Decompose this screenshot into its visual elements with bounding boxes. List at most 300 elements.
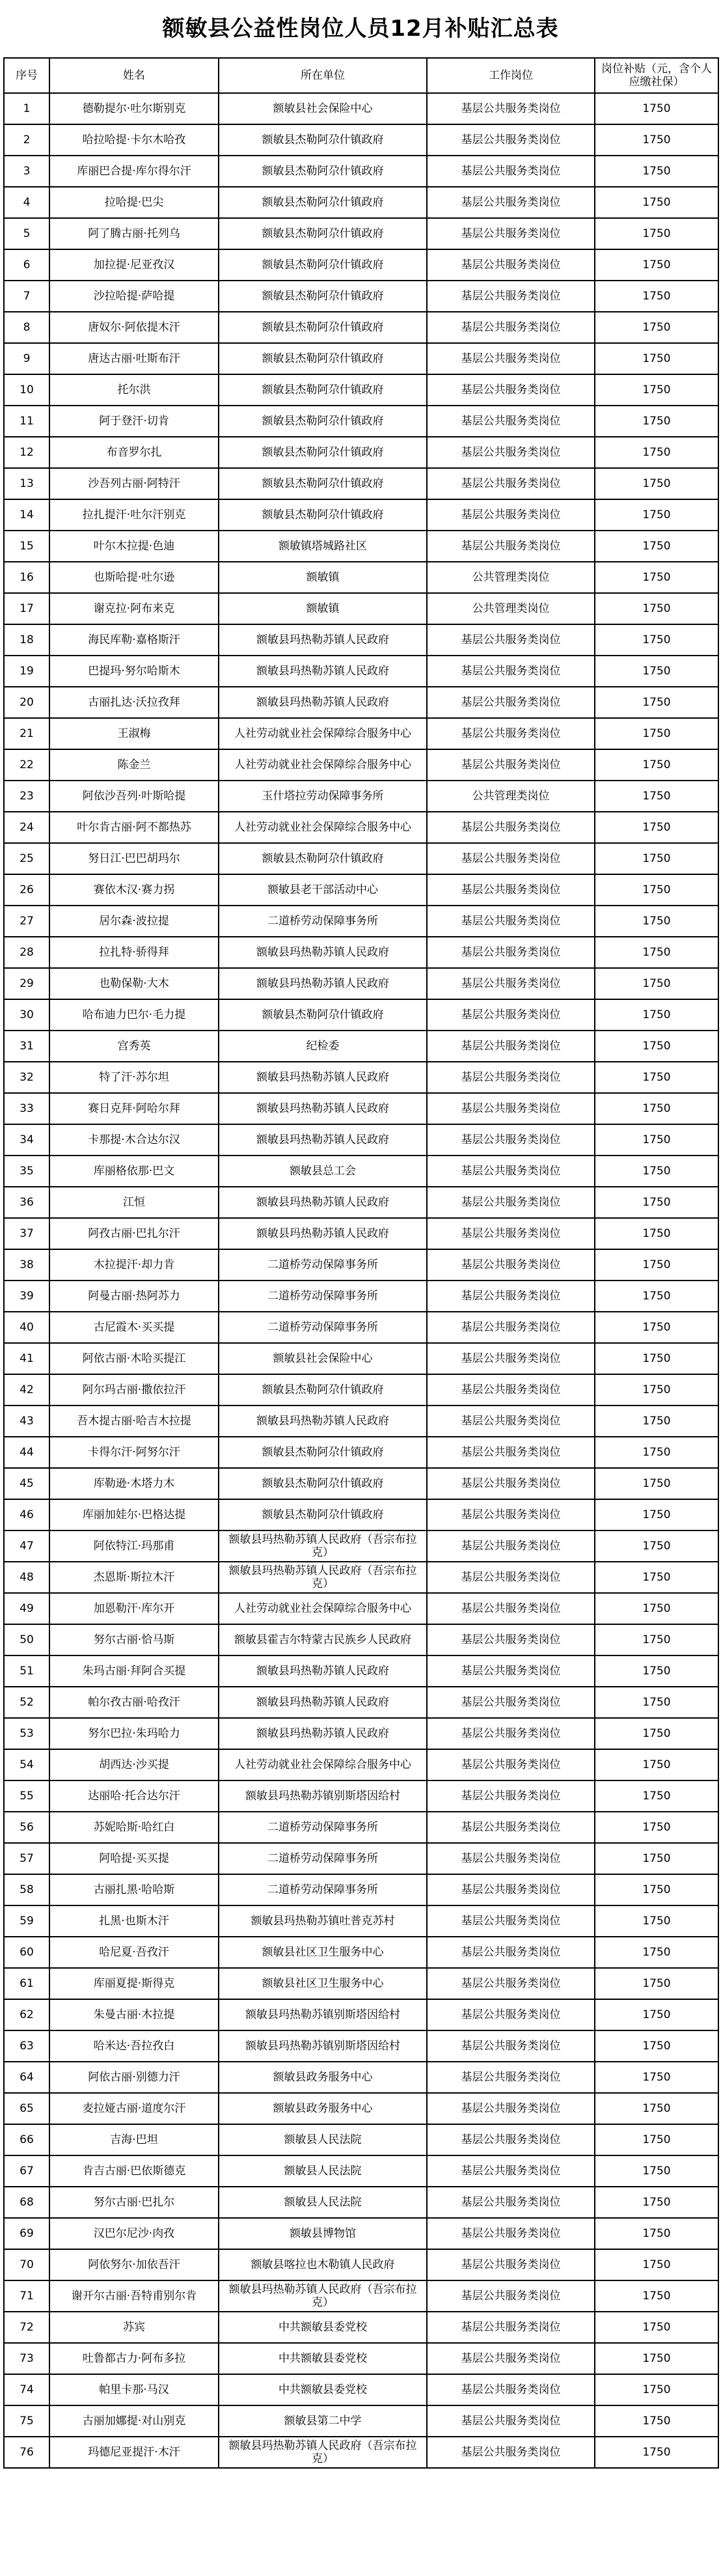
cell-unit: 额敏县杰勒阿尕什镇政府 (219, 437, 427, 468)
cell-subsidy: 1750 (595, 2312, 718, 2343)
cell-unit: 人社劳动就业社会保障综合服务中心 (219, 1749, 427, 1780)
cell-index: 17 (4, 593, 49, 624)
cell-index: 35 (4, 1156, 49, 1187)
cell-index: 1 (4, 93, 49, 124)
cell-unit: 额敏县第二中学 (219, 2405, 427, 2437)
table-row (4, 2124, 718, 2155)
cell-subsidy: 1750 (595, 2187, 718, 2218)
cell-unit: 额敏县总工会 (219, 1156, 427, 1187)
cell-position: 基层公共服务类岗位 (427, 1624, 595, 1655)
table-row (4, 1937, 718, 1968)
cell-index: 14 (4, 499, 49, 531)
cell-unit: 额敏县玛热勒苏镇别斯塔因给村 (219, 2030, 427, 2062)
cell-subsidy: 1750 (595, 374, 718, 406)
cell-index: 71 (4, 2280, 49, 2312)
cell-subsidy: 1750 (595, 2249, 718, 2280)
cell-unit: 额敏县玛热勒苏镇人民政府 (219, 1218, 427, 1249)
cell-position: 基层公共服务类岗位 (427, 1905, 595, 1937)
cell-index: 67 (4, 2155, 49, 2187)
cell-name: 阿依努尔·加依吾汗 (49, 2249, 219, 2280)
cell-subsidy: 1750 (595, 2030, 718, 2062)
cell-unit: 额敏县玛热勒苏镇别斯塔因给村 (219, 1999, 427, 2030)
table-row (4, 1749, 718, 1780)
cell-unit: 额敏县杰勒阿尕什镇政府 (219, 1374, 427, 1406)
cell-name: 阿依沙吾列·叶斯哈提 (49, 781, 219, 812)
cell-position: 基层公共服务类岗位 (427, 1437, 595, 1468)
cell-index: 48 (4, 1562, 49, 1593)
table-row (4, 906, 718, 937)
cell-subsidy: 1750 (595, 1124, 718, 1156)
table-row (4, 1281, 718, 1312)
cell-subsidy: 1750 (595, 218, 718, 249)
cell-index: 58 (4, 1874, 49, 1905)
cell-index: 27 (4, 906, 49, 937)
table-row (4, 749, 718, 781)
cell-name: 哈尼夏·吾孜汗 (49, 1937, 219, 1968)
cell-position: 基层公共服务类岗位 (427, 1343, 595, 1374)
cell-unit: 额敏县玛热勒苏镇吐普克苏村 (219, 1905, 427, 1937)
cell-subsidy: 1750 (595, 999, 718, 1031)
table-row (4, 1499, 718, 1530)
cell-position: 基层公共服务类岗位 (427, 1780, 595, 1812)
cell-subsidy: 1750 (595, 2062, 718, 2093)
cell-unit: 额敏县杰勒阿尕什镇政府 (219, 1468, 427, 1499)
cell-unit: 额敏县杰勒阿尕什镇政府 (219, 249, 427, 281)
cell-name: 朱曼古丽·木拉提 (49, 1999, 219, 2030)
cell-unit: 额敏县玛热勒苏镇人民政府 (219, 1718, 427, 1749)
table-row (4, 1812, 718, 1843)
table-row (4, 2155, 718, 2187)
cell-name: 拉扎特·骄得拜 (49, 937, 219, 968)
cell-position: 基层公共服务类岗位 (427, 2124, 595, 2155)
table-row (4, 2280, 718, 2312)
cell-subsidy: 1750 (595, 499, 718, 531)
cell-unit: 二道桥劳动保障事务所 (219, 1843, 427, 1874)
table-row (4, 1093, 718, 1124)
cell-name: 谢开尔古丽·吾特甫别尔肯 (49, 2280, 219, 2312)
cell-subsidy: 1750 (595, 1624, 718, 1655)
cell-name: 库丽格依那·巴文 (49, 1156, 219, 1187)
cell-position: 基层公共服务类岗位 (427, 1499, 595, 1530)
table-row (4, 156, 718, 187)
table-row (4, 2187, 718, 2218)
cell-subsidy: 1750 (595, 1905, 718, 1937)
cell-position: 基层公共服务类岗位 (427, 2093, 595, 2124)
cell-subsidy: 1750 (595, 687, 718, 718)
cell-name: 阿哈提·买买提 (49, 1843, 219, 1874)
cell-index: 10 (4, 374, 49, 406)
cell-unit: 中共额敏县委党校 (219, 2374, 427, 2405)
cell-unit: 二道桥劳动保障事务所 (219, 1812, 427, 1843)
cell-index: 7 (4, 281, 49, 312)
cell-name: 吐鲁都古力·阿布多拉 (49, 2343, 219, 2374)
table-row (4, 468, 718, 499)
cell-position: 基层公共服务类岗位 (427, 281, 595, 312)
cell-subsidy: 1750 (595, 2374, 718, 2405)
cell-unit: 中共额敏县委党校 (219, 2312, 427, 2343)
cell-subsidy: 1750 (595, 1999, 718, 2030)
cell-name: 麦拉娅古丽·道度尔汗 (49, 2093, 219, 2124)
cell-name: 苏宾 (49, 2312, 219, 2343)
cell-name: 赛日克拜·阿哈尔拜 (49, 1093, 219, 1124)
cell-subsidy: 1750 (595, 187, 718, 218)
table-row (4, 249, 718, 281)
cell-subsidy: 1750 (595, 562, 718, 593)
cell-name: 阿尔玛古丽·撒依拉汗 (49, 1374, 219, 1406)
cell-index: 46 (4, 1499, 49, 1530)
cell-name: 赛依木汉·赛力拐 (49, 874, 219, 906)
cell-subsidy: 1750 (595, 1749, 718, 1780)
cell-subsidy: 1750 (595, 1437, 718, 1468)
cell-unit: 二道桥劳动保障事务所 (219, 1874, 427, 1905)
table-row (4, 874, 718, 906)
table-row (4, 406, 718, 437)
table-row (4, 1124, 718, 1156)
cell-unit: 额敏县喀拉也木勒镇人民政府 (219, 2249, 427, 2280)
cell-name: 努尔古丽·恰马斯 (49, 1624, 219, 1655)
cell-unit: 额敏县杰勒阿尕什镇政府 (219, 312, 427, 343)
cell-index: 18 (4, 624, 49, 656)
cell-unit: 额敏县政务服务中心 (219, 2093, 427, 2124)
cell-name: 沙吾列古丽·阿特汗 (49, 468, 219, 499)
cell-index: 23 (4, 781, 49, 812)
cell-name: 胡西达·沙买提 (49, 1749, 219, 1780)
cell-name: 哈米达·吾拉孜白 (49, 2030, 219, 2062)
cell-index: 28 (4, 937, 49, 968)
cell-position: 基层公共服务类岗位 (427, 1093, 595, 1124)
cell-subsidy: 1750 (595, 437, 718, 468)
cell-unit: 人社劳动就业社会保障综合服务中心 (219, 749, 427, 781)
cell-position: 基层公共服务类岗位 (427, 499, 595, 531)
cell-name: 苏妮哈斯·哈红白 (49, 1812, 219, 1843)
cell-subsidy: 1750 (595, 343, 718, 374)
cell-index: 63 (4, 2030, 49, 2062)
cell-name: 阿于登汗·切肯 (49, 406, 219, 437)
cell-name: 库丽加娃尔·巴格达提 (49, 1499, 219, 1530)
cell-position: 基层公共服务类岗位 (427, 687, 595, 718)
cell-name: 吾木提古丽·哈吉木拉提 (49, 1406, 219, 1437)
cell-name: 卡得尔汗·阿努尔汗 (49, 1437, 219, 1468)
cell-subsidy: 1750 (595, 749, 718, 781)
table-row (4, 1343, 718, 1374)
cell-subsidy: 1750 (595, 1093, 718, 1124)
cell-name: 陈金兰 (49, 749, 219, 781)
cell-unit: 额敏县杰勒阿尕什镇政府 (219, 218, 427, 249)
cell-unit: 额敏镇 (219, 562, 427, 593)
cell-name: 布音罗尔扎 (49, 437, 219, 468)
cell-index: 60 (4, 1937, 49, 1968)
cell-subsidy: 1750 (595, 1530, 718, 1562)
cell-subsidy: 1750 (595, 906, 718, 937)
table-header-row (4, 58, 718, 93)
cell-position: 基层公共服务类岗位 (427, 1156, 595, 1187)
cell-unit: 额敏县霍吉尔特蒙古民族乡人民政府 (219, 1624, 427, 1655)
table-row (4, 2343, 718, 2374)
cell-subsidy: 1750 (595, 1687, 718, 1718)
cell-subsidy: 1750 (595, 1281, 718, 1312)
cell-subsidy: 1750 (595, 156, 718, 187)
cell-index: 30 (4, 999, 49, 1031)
table-row (4, 93, 718, 124)
cell-subsidy: 1750 (595, 249, 718, 281)
cell-index: 11 (4, 406, 49, 437)
cell-subsidy: 1750 (595, 937, 718, 968)
cell-index: 51 (4, 1655, 49, 1687)
cell-position: 基层公共服务类岗位 (427, 1655, 595, 1687)
cell-subsidy: 1750 (595, 1218, 718, 1249)
cell-unit: 额敏县杰勒阿尕什镇政府 (219, 999, 427, 1031)
cell-position: 基层公共服务类岗位 (427, 312, 595, 343)
cell-name: 哈布迪力巴尔·毛力提 (49, 999, 219, 1031)
cell-subsidy: 1750 (595, 1156, 718, 1187)
table-row (4, 531, 718, 562)
table-row (4, 1687, 718, 1718)
cell-index: 41 (4, 1343, 49, 1374)
cell-unit: 额敏县社区卫生服务中心 (219, 1937, 427, 1968)
cell-name: 宫秀英 (49, 1031, 219, 1062)
cell-unit: 额敏县杰勒阿尕什镇政府 (219, 124, 427, 156)
cell-name: 古尼霞木·买买提 (49, 1312, 219, 1343)
cell-name: 阿依古丽·木哈买提江 (49, 1343, 219, 1374)
cell-unit: 人社劳动就业社会保障综合服务中心 (219, 1593, 427, 1624)
cell-index: 9 (4, 343, 49, 374)
cell-index: 50 (4, 1624, 49, 1655)
cell-unit: 额敏县玛热勒苏镇人民政府 (219, 937, 427, 968)
table-row (4, 1562, 718, 1593)
cell-position: 基层公共服务类岗位 (427, 937, 595, 968)
cell-subsidy: 1750 (595, 312, 718, 343)
cell-index: 22 (4, 749, 49, 781)
table-row (4, 1968, 718, 1999)
table-row (4, 1999, 718, 2030)
cell-index: 8 (4, 312, 49, 343)
table-row (4, 124, 718, 156)
cell-unit: 额敏县杰勒阿尕什镇政府 (219, 343, 427, 374)
table-row (4, 1156, 718, 1187)
table-row (4, 1780, 718, 1812)
cell-name: 阿了腾古丽·托列乌 (49, 218, 219, 249)
cell-index: 56 (4, 1812, 49, 1843)
cell-unit: 额敏县玛热勒苏镇人民政府 (219, 1687, 427, 1718)
table-row (4, 2249, 718, 2280)
cell-position: 基层公共服务类岗位 (427, 2062, 595, 2093)
table-row (4, 1843, 718, 1874)
cell-subsidy: 1750 (595, 1812, 718, 1843)
cell-name: 阿孜古丽·巴扎尔汗 (49, 1218, 219, 1249)
cell-subsidy: 1750 (595, 1718, 718, 1749)
cell-position: 基层公共服务类岗位 (427, 156, 595, 187)
cell-subsidy: 1750 (595, 2405, 718, 2437)
cell-subsidy: 1750 (595, 1593, 718, 1624)
cell-index: 59 (4, 1905, 49, 1937)
cell-name: 库丽夏提·斯得克 (49, 1968, 219, 1999)
cell-name: 唐奴尔·阿依提木汗 (49, 312, 219, 343)
cell-name: 叶尔肯古丽·阿不都热苏 (49, 812, 219, 843)
cell-unit: 额敏县老干部活动中心 (219, 874, 427, 906)
cell-name: 古丽加娜提·对山别克 (49, 2405, 219, 2437)
cell-unit: 额敏县政务服务中心 (219, 2062, 427, 2093)
cell-unit: 额敏县人民法院 (219, 2124, 427, 2155)
cell-position: 基层公共服务类岗位 (427, 1593, 595, 1624)
cell-subsidy: 1750 (595, 1031, 718, 1062)
cell-subsidy: 1750 (595, 531, 718, 562)
cell-subsidy: 1750 (595, 1312, 718, 1343)
cell-position: 基层公共服务类岗位 (427, 2280, 595, 2312)
cell-index: 15 (4, 531, 49, 562)
table-row (4, 312, 718, 343)
table-row (4, 2437, 718, 2468)
table-row (4, 999, 718, 1031)
cell-unit: 额敏县玛热勒苏镇人民政府（吾宗布拉克） (219, 2280, 427, 2312)
cell-name: 江恒 (49, 1187, 219, 1218)
cell-position: 基层公共服务类岗位 (427, 1187, 595, 1218)
cell-name: 汉巴尔尼沙·肉孜 (49, 2218, 219, 2249)
cell-name: 唐达古丽·吐斯布汗 (49, 343, 219, 374)
cell-subsidy: 1750 (595, 1406, 718, 1437)
cell-name: 杰恩斯·斯拉木汗 (49, 1562, 219, 1593)
cell-index: 47 (4, 1530, 49, 1562)
cell-index: 21 (4, 718, 49, 749)
cell-index: 73 (4, 2343, 49, 2374)
cell-index: 32 (4, 1062, 49, 1093)
cell-index: 36 (4, 1187, 49, 1218)
cell-subsidy: 1750 (595, 843, 718, 874)
table-row (4, 2030, 718, 2062)
table-row (4, 1655, 718, 1687)
cell-position: 基层公共服务类岗位 (427, 874, 595, 906)
cell-subsidy: 1750 (595, 281, 718, 312)
cell-position: 基层公共服务类岗位 (427, 1562, 595, 1593)
cell-index: 33 (4, 1093, 49, 1124)
cell-name: 帕里卡那·马汉 (49, 2374, 219, 2405)
cell-unit: 额敏县玛热勒苏镇人民政府（吾宗布拉克） (219, 1562, 427, 1593)
cell-position: 基层公共服务类岗位 (427, 2187, 595, 2218)
cell-subsidy: 1750 (595, 93, 718, 124)
cell-name: 吉海·巴坦 (49, 2124, 219, 2155)
cell-index: 25 (4, 843, 49, 874)
cell-subsidy: 1750 (595, 1062, 718, 1093)
cell-name: 古丽扎达·沃拉孜拜 (49, 687, 219, 718)
cell-subsidy: 1750 (595, 1562, 718, 1593)
cell-name: 加恩勒汗·库尔开 (49, 1593, 219, 1624)
cell-index: 31 (4, 1031, 49, 1062)
cell-index: 29 (4, 968, 49, 999)
cell-name: 叶尔木拉提·色迪 (49, 531, 219, 562)
cell-unit: 额敏县玛热勒苏镇人民政府（吾宗布拉克） (219, 1530, 427, 1562)
table-row (4, 843, 718, 874)
cell-subsidy: 1750 (595, 1468, 718, 1499)
cell-name: 谢克拉·阿布来克 (49, 593, 219, 624)
table-row (4, 781, 718, 812)
cell-index: 37 (4, 1218, 49, 1249)
cell-name: 阿依特江·玛那甫 (49, 1530, 219, 1562)
cell-index: 53 (4, 1718, 49, 1749)
cell-name: 托尔洪 (49, 374, 219, 406)
cell-position: 基层公共服务类岗位 (427, 999, 595, 1031)
cell-index: 13 (4, 468, 49, 499)
cell-unit: 额敏县玛热勒苏镇人民政府 (219, 1187, 427, 1218)
cell-unit: 额敏县人民法院 (219, 2187, 427, 2218)
table-row (4, 1218, 718, 1249)
cell-position: 基层公共服务类岗位 (427, 2249, 595, 2280)
cell-name: 阿曼古丽·热阿苏力 (49, 1281, 219, 1312)
cell-unit: 额敏镇塔城路社区 (219, 531, 427, 562)
cell-unit: 二道桥劳动保障事务所 (219, 1312, 427, 1343)
cell-position: 基层公共服务类岗位 (427, 1062, 595, 1093)
cell-unit: 额敏县人民法院 (219, 2155, 427, 2187)
cell-unit: 人社劳动就业社会保障综合服务中心 (219, 812, 427, 843)
cell-position: 基层公共服务类岗位 (427, 1406, 595, 1437)
cell-name: 卡那提·木合达尔汉 (49, 1124, 219, 1156)
table-row (4, 1624, 718, 1655)
cell-position: 基层公共服务类岗位 (427, 1530, 595, 1562)
cell-index: 39 (4, 1281, 49, 1312)
cell-position: 基层公共服务类岗位 (427, 1687, 595, 1718)
cell-position: 基层公共服务类岗位 (427, 1124, 595, 1156)
cell-position: 基层公共服务类岗位 (427, 1968, 595, 1999)
table-body (4, 93, 718, 2468)
table-row (4, 1312, 718, 1343)
cell-position: 基层公共服务类岗位 (427, 124, 595, 156)
cell-position: 公共管理类岗位 (427, 781, 595, 812)
cell-index: 70 (4, 2249, 49, 2280)
cell-name: 努尔古丽·巴扎尔 (49, 2187, 219, 2218)
cell-index: 4 (4, 187, 49, 218)
cell-subsidy: 1750 (595, 2437, 718, 2468)
table-row (4, 968, 718, 999)
table-row (4, 2312, 718, 2343)
cell-subsidy: 1750 (595, 2093, 718, 2124)
table-row (4, 1530, 718, 1562)
table-row (4, 1718, 718, 1749)
cell-position: 基层公共服务类岗位 (427, 1374, 595, 1406)
cell-unit: 额敏县杰勒阿尕什镇政府 (219, 1437, 427, 1468)
cell-position: 基层公共服务类岗位 (427, 343, 595, 374)
table-row (4, 937, 718, 968)
cell-position: 基层公共服务类岗位 (427, 1218, 595, 1249)
cell-subsidy: 1750 (595, 593, 718, 624)
table-row (4, 1437, 718, 1468)
cell-unit: 额敏县杰勒阿尕什镇政府 (219, 406, 427, 437)
cell-subsidy: 1750 (595, 1249, 718, 1281)
cell-subsidy: 1750 (595, 2124, 718, 2155)
table-row (4, 2093, 718, 2124)
cell-position: 公共管理类岗位 (427, 593, 595, 624)
cell-unit: 额敏县杰勒阿尕什镇政府 (219, 1499, 427, 1530)
cell-unit: 额敏县杰勒阿尕什镇政府 (219, 187, 427, 218)
table-row (4, 562, 718, 593)
cell-index: 43 (4, 1406, 49, 1437)
cell-name: 帕尔孜古丽·哈孜汗 (49, 1687, 219, 1718)
cell-unit: 额敏县杰勒阿尕什镇政府 (219, 468, 427, 499)
table-row (4, 2405, 718, 2437)
cell-subsidy: 1750 (595, 1343, 718, 1374)
cell-unit: 额敏县玛热勒苏镇人民政府 (219, 1093, 427, 1124)
cell-subsidy: 1750 (595, 1187, 718, 1218)
cell-name: 库勒逊·木塔力木 (49, 1468, 219, 1499)
table-row (4, 1593, 718, 1624)
cell-subsidy: 1750 (595, 2218, 718, 2249)
cell-name: 努日江·巴巴胡玛尔 (49, 843, 219, 874)
cell-unit: 额敏县玛热勒苏镇人民政府 (219, 968, 427, 999)
cell-index: 74 (4, 2374, 49, 2405)
cell-index: 76 (4, 2437, 49, 2468)
cell-unit: 玉什塔拉劳动保障事务所 (219, 781, 427, 812)
cell-position: 基层公共服务类岗位 (427, 2405, 595, 2437)
header-name: 姓名 (49, 58, 219, 93)
table-row (4, 1905, 718, 1937)
table-row (4, 2062, 718, 2093)
